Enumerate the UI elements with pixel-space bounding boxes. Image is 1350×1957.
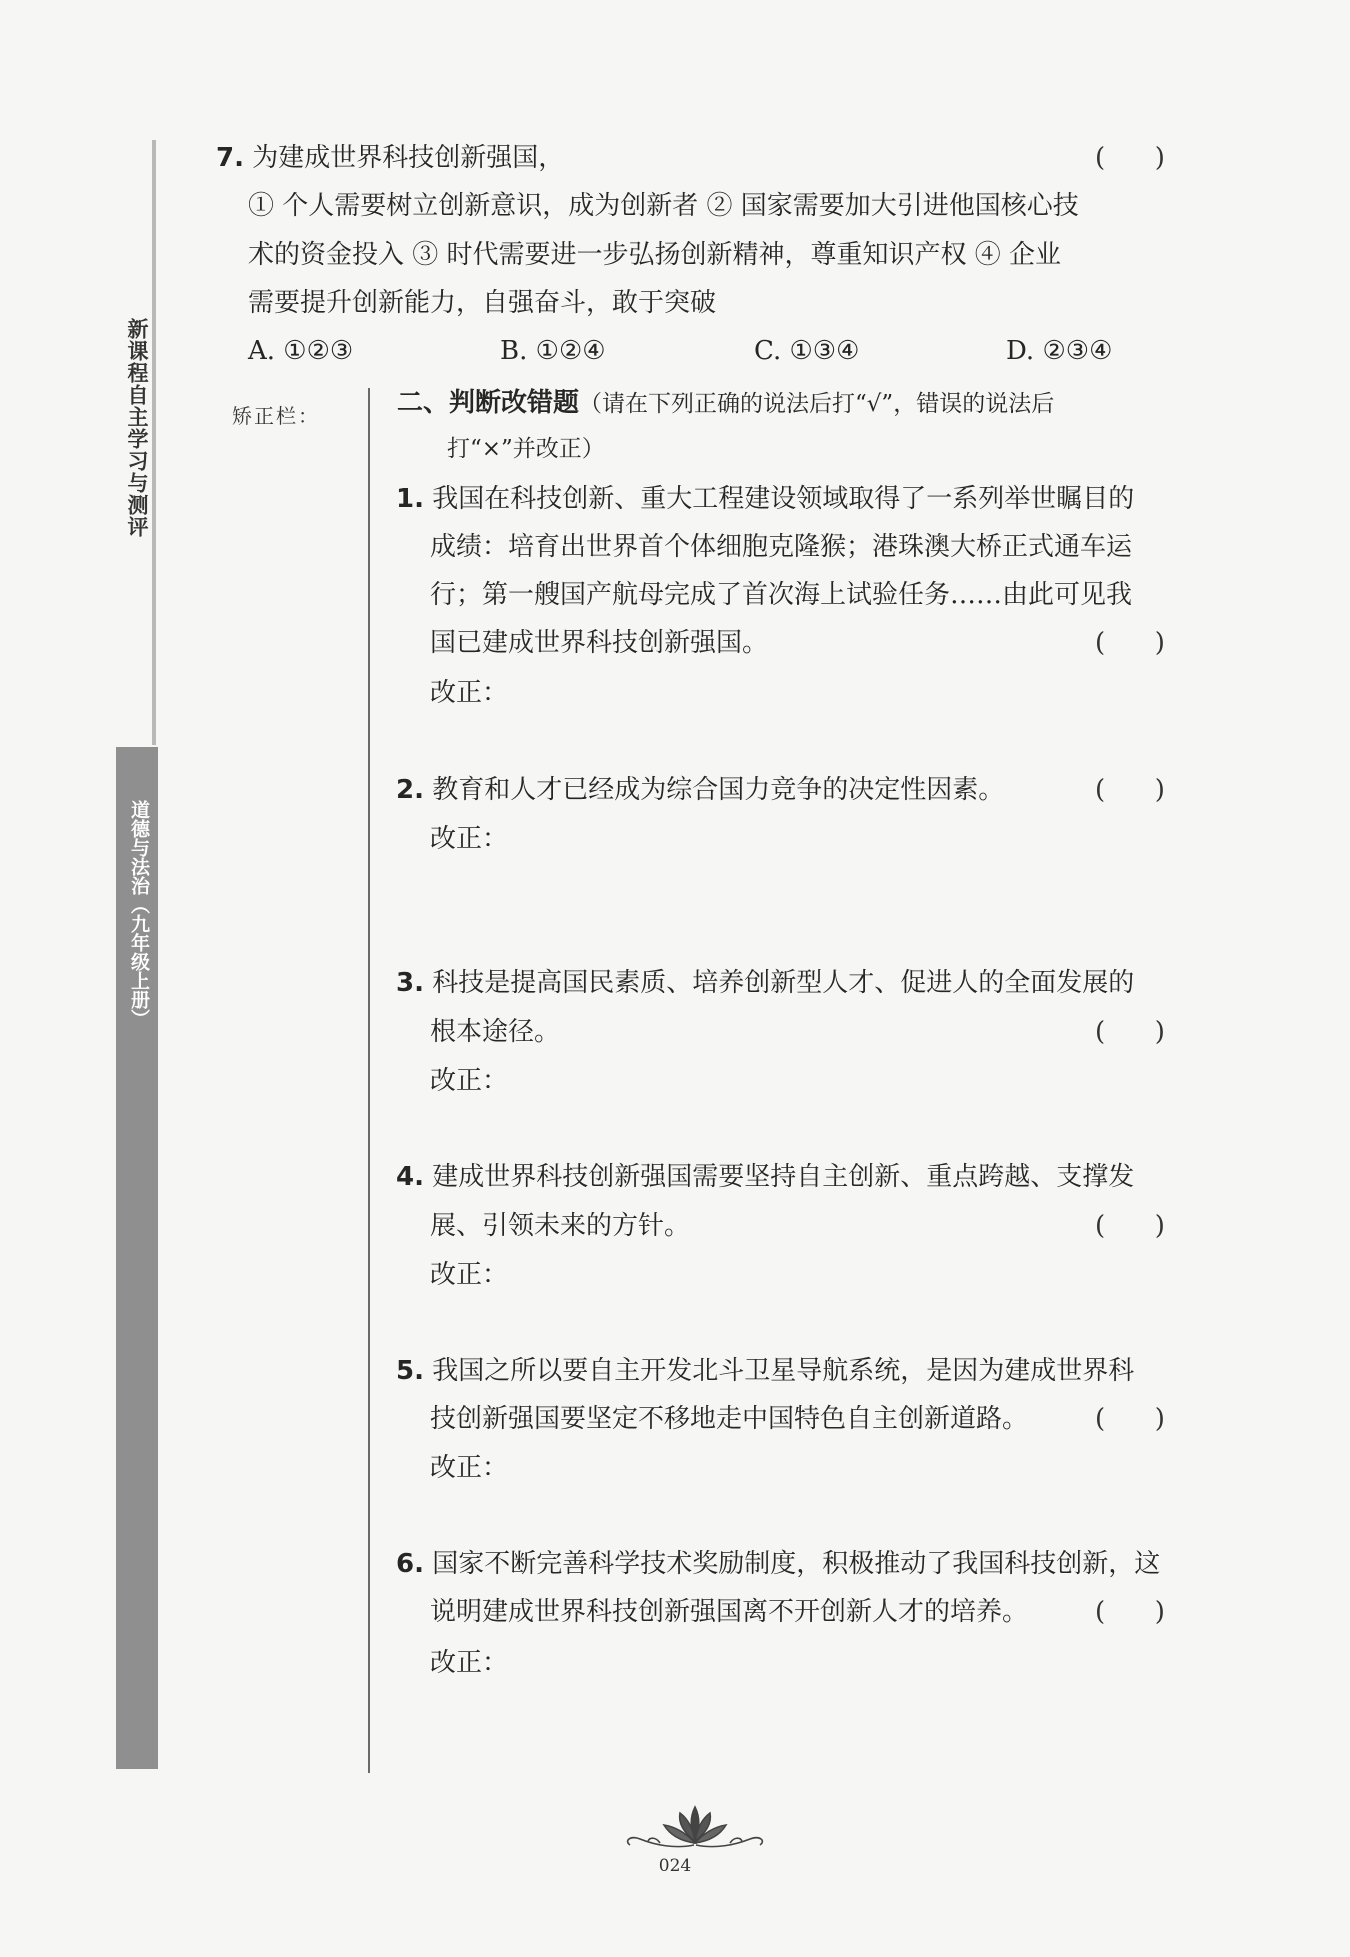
- item-1: [396, 484, 1134, 514]
- item-text: 教育和人才已经成为综合国力竞争的决定性因素。: [432, 775, 1005, 805]
- section-heading: [397, 388, 1054, 419]
- item-5-answer-paren[interactable]: ( ): [1095, 1404, 1165, 1434]
- item-2: [396, 775, 1004, 805]
- question-7-option-c[interactable]: C. ①③④: [754, 336, 860, 366]
- book-title: 道德与法治（九年级上册）: [128, 800, 150, 1028]
- question-7-statement-line: 需要提升创新能力，自强奋斗，敢于突破: [248, 288, 717, 318]
- correction-column-label: 矫正栏：: [232, 404, 320, 428]
- item-number: 6.: [396, 1549, 424, 1579]
- item-text: 说明建成世界科技创新强国离不开创新人才的培养。: [430, 1597, 1029, 1627]
- item-2-correction-label[interactable]: 改正：: [430, 824, 509, 854]
- item-text: 国已建成世界科技创新强国。: [430, 628, 769, 658]
- question-7-answer-paren[interactable]: ( ): [1095, 143, 1165, 173]
- item-text: 根本途径。: [430, 1017, 561, 1047]
- item-1-correction-label[interactable]: 改正：: [430, 678, 509, 708]
- question-7-option-b[interactable]: B. ①②④: [500, 336, 606, 366]
- item-3: [396, 968, 1134, 998]
- item-3-answer-paren[interactable]: ( ): [1095, 1017, 1165, 1047]
- item-5-correction-label[interactable]: 改正：: [430, 1453, 509, 1483]
- correction-column-divider: [368, 388, 370, 1773]
- flourish-ornament-icon: [620, 1805, 770, 1853]
- item-text: 国家不断完善科学技术奖励制度，积极推动了我国科技创新，这: [432, 1549, 1161, 1579]
- item-text: 成绩：培育出世界首个体细胞克隆猴；港珠澳大桥正式通车运: [430, 532, 1133, 562]
- item-5: [396, 1356, 1134, 1386]
- item-number: 5.: [396, 1356, 424, 1386]
- item-text: 科技是提高国民素质、培养创新型人才、促进人的全面发展的: [432, 968, 1135, 998]
- item-text: 我国之所以要自主开发北斗卫星导航系统，是因为建成世界科: [432, 1356, 1135, 1386]
- section-instruction-cont: 打“×”并改正）: [447, 436, 605, 462]
- item-number: 3.: [396, 968, 424, 998]
- question-7-option-d[interactable]: D. ②③④: [1006, 336, 1113, 366]
- item-number: 2.: [396, 775, 424, 805]
- question-7-statement-line: ① 个人需要树立创新意识，成为创新者 ② 国家需要加大引进他国核心技: [248, 191, 1079, 221]
- item-4: [396, 1162, 1134, 1192]
- series-title: 新课程自主学习与测评: [125, 318, 149, 538]
- question-7-stem: [216, 143, 564, 173]
- item-text: 我国在科技创新、重大工程建设领域取得了一系列举世瞩目的: [432, 484, 1135, 514]
- item-2-answer-paren[interactable]: ( ): [1095, 775, 1165, 805]
- page-number: 024: [658, 1856, 692, 1876]
- item-4-answer-paren[interactable]: ( ): [1095, 1211, 1165, 1241]
- item-text: 展、引领未来的方针。: [430, 1211, 691, 1241]
- item-text: 建成世界科技创新强国需要坚持自主创新、重点跨越、支撑发: [432, 1162, 1135, 1192]
- item-6-answer-paren[interactable]: ( ): [1095, 1597, 1165, 1627]
- item-6-correction-label[interactable]: 改正：: [430, 1648, 509, 1678]
- question-7-stem-text: 为建成世界科技创新强国，: [252, 143, 565, 173]
- section-instruction: （请在下列正确的说法后打“√”，错误的说法后: [579, 391, 1055, 417]
- section-title: 二、判断改错题: [397, 388, 580, 418]
- question-7-option-a[interactable]: A. ①②③: [248, 336, 354, 366]
- item-6: [396, 1549, 1160, 1579]
- question-7-number: 7.: [216, 143, 244, 173]
- question-7-statement-line: 术的资金投入 ③ 时代需要进一步弘扬创新精神，尊重知识产权 ④ 企业: [248, 240, 1062, 270]
- item-4-correction-label[interactable]: 改正：: [430, 1260, 509, 1290]
- item-text: 技创新强国要坚定不移地走中国特色自主创新道路。: [430, 1404, 1029, 1434]
- item-number: 1.: [396, 484, 424, 514]
- item-1-answer-paren[interactable]: ( ): [1095, 628, 1165, 658]
- item-number: 4.: [396, 1162, 424, 1192]
- item-text: 行；第一艘国产航母完成了首次海上试验任务……由此可见我: [430, 580, 1133, 610]
- item-3-correction-label[interactable]: 改正：: [430, 1066, 509, 1096]
